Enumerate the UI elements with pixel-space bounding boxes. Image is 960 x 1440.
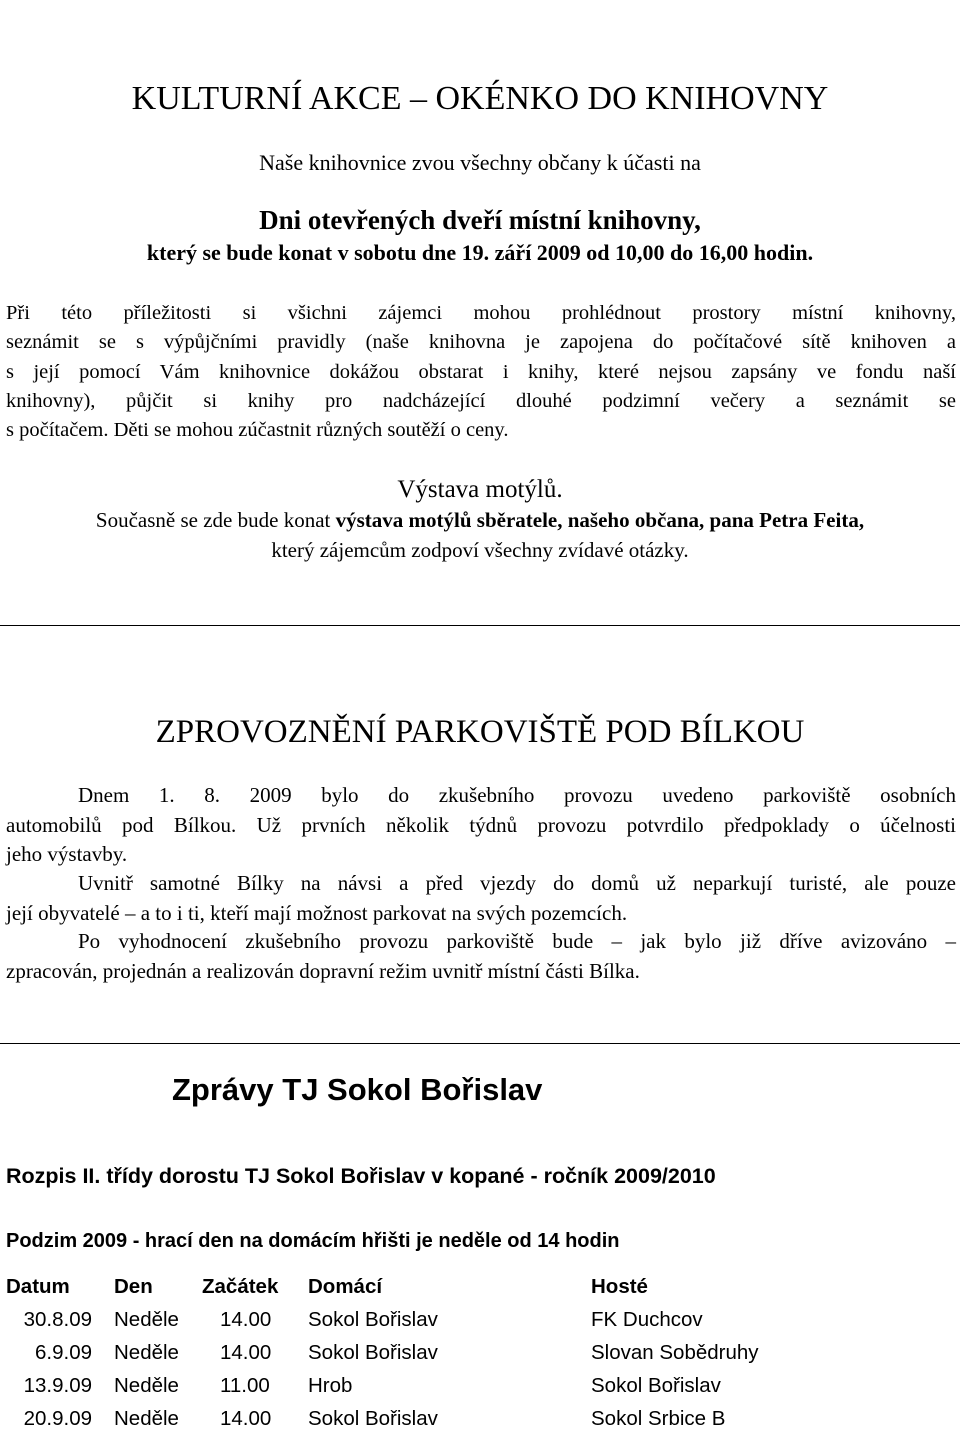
open-day-date: který se bude konat v sobotu dne 19. září 2009 od 10,00 do 16,00 hodin.	[146, 240, 814, 265]
library-paragraph	[6, 299, 956, 445]
paragraph-line: s počítačem. Děti se mohou zúčastnit různých soutěží o ceny.	[6, 419, 509, 442]
parking-paragraph-3	[6, 927, 956, 986]
schedule-subtitle: Podzim 2009 - hrací den na domácím hřišti je neděle od 14 hodin	[6, 1230, 620, 1252]
butterfly-exhibition-text-2: který zájemcům zodpoví všechny zvídavé otázky.	[271, 538, 689, 562]
cell-zacatek: 11.00	[220, 1374, 270, 1397]
cell-den: Neděle	[114, 1407, 179, 1430]
section-divider	[0, 625, 960, 626]
section-divider	[0, 1043, 960, 1044]
paragraph-line: seznámit se s výpůjčními pravidly (naše knihovna je zapojena do počítačové sítě knihoven a	[6, 331, 956, 354]
paragraph-line: Při této příležitosti si všichni zájemci mohou prohlédnout prostory místní knihovny,	[6, 302, 956, 324]
cell-hoste: FK Duchcov	[591, 1308, 703, 1331]
butterfly-exhibition-text	[0, 508, 960, 533]
paragraph-line: Dnem 1. 8. 2009 bylo do zkušebního provozu uvedeno parkoviště osobních	[78, 783, 956, 807]
paragraph-line: jeho výstavby.	[6, 842, 128, 866]
butterfly-exhibition-heading: Výstava motýlů.	[397, 476, 563, 503]
sokol-heading: Zprávy TJ Sokol Bořislav	[172, 1072, 543, 1107]
cell-hoste: Slovan Sobědruhy	[591, 1341, 759, 1364]
parking-heading: ZPROVOZNĚNÍ PARKOVIŠTĚ POD BÍLKOU	[155, 714, 805, 750]
paragraph-line: zpracován, projednán a realizován dopravní režim uvnitř místní části Bílka.	[6, 958, 640, 983]
column-header-datum: Datum	[6, 1275, 70, 1298]
column-header-domaci: Domácí	[308, 1275, 383, 1298]
library-invite-text: Naše knihovnice zvou všechny občany k účasti na	[259, 150, 701, 175]
cell-den: Neděle	[114, 1341, 179, 1364]
cell-zacatek: 14.00	[220, 1308, 272, 1331]
paragraph-line: Po vyhodnocení zkušebního provozu parkoviště bude – jak bylo již dříve avizováno –	[78, 929, 956, 953]
cell-den: Neděle	[114, 1374, 179, 1397]
column-header-hoste: Hosté	[591, 1275, 648, 1298]
paragraph-line: Uvnitř samotné Bílky na návsi a před vjezdy do domů už neparkují turisté, ale pouze	[78, 871, 956, 895]
paragraph-line: knihovny), půjčit si knihy pro nadcházející dlouhé podzimní večery a seznámit se	[6, 389, 956, 412]
cell-den: Neděle	[114, 1308, 179, 1331]
cell-hoste: Sokol Bořislav	[591, 1374, 721, 1397]
butterfly-text-lead: Současně se zde bude konat	[95, 508, 336, 532]
cell-domaci: Sokol Bořislav	[308, 1341, 438, 1364]
cell-datum: 30.8.09	[23, 1308, 92, 1331]
cell-domaci: Hrob	[308, 1374, 353, 1397]
butterfly-text-bold: výstava motýlů sběratele, našeho občana, pana Petra Feita,	[335, 508, 865, 532]
paragraph-line: její obyvatelé – a to i ti, kteří mají možnost parkovat na svých pozemcích.	[6, 900, 628, 925]
column-header-zacatek: Začátek	[202, 1275, 279, 1298]
paragraph-line: automobilů pod Bílkou. Už prvních několik týdnů provozu potvrdilo předpoklady o účelnosti	[6, 812, 956, 837]
library-heading: KULTURNÍ AKCE – OKÉNKO DO KNIHOVNY	[131, 80, 829, 117]
open-day-heading: Dni otevřených dveří místní knihovny,	[259, 205, 701, 235]
cell-zacatek: 14.00	[220, 1407, 272, 1430]
column-header-den: Den	[114, 1275, 153, 1298]
cell-datum: 13.9.09	[23, 1374, 92, 1397]
cell-datum: 6.9.09	[35, 1341, 92, 1364]
cell-datum: 20.9.09	[23, 1407, 92, 1430]
schedule-title: Rozpis II. třídy dorostu TJ Sokol Bořislav v kopané - ročník 2009/2010	[6, 1164, 716, 1188]
cell-domaci: Sokol Bořislav	[308, 1407, 438, 1430]
parking-paragraph-1	[6, 781, 956, 870]
paragraph-line: s její pomocí Vám knihovnice dokážou obstarat i knihy, které nejsou zapsány ve fondu naší	[6, 360, 956, 383]
cell-domaci: Sokol Bořislav	[308, 1308, 438, 1331]
cell-zacatek: 14.00	[220, 1341, 272, 1364]
cell-hoste: Sokol Srbice B	[591, 1407, 726, 1430]
parking-paragraph-2	[6, 869, 956, 928]
